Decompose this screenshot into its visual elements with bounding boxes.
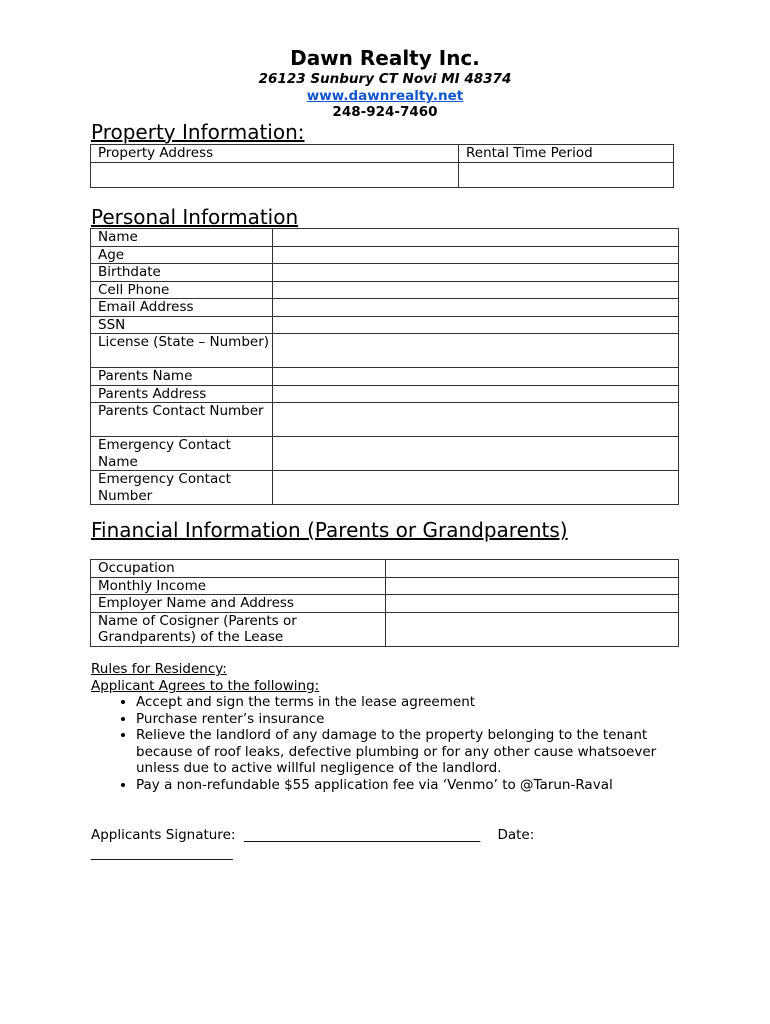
personal-field[interactable] bbox=[273, 316, 679, 334]
signature-row bbox=[91, 827, 534, 843]
personal-field[interactable] bbox=[273, 281, 679, 299]
financial-table bbox=[90, 559, 679, 647]
rule-item: • Relieve the landlord of any damage to the property belonging to the tenant because of roof leaks, defective plumbing or for any other cause whatsoever unless due to active willful negligence of the landlord. bbox=[136, 727, 696, 777]
personal-label: Parents Name bbox=[91, 368, 273, 386]
company-address: 26123 Sunbury CT Novi MI 48374 bbox=[258, 71, 512, 87]
rules-subheading: Applicant Agrees to the following: bbox=[91, 678, 320, 694]
property-table bbox=[90, 144, 674, 188]
financial-section-title: Financial Information (Parents or Grandparents) bbox=[91, 518, 568, 542]
personal-field[interactable] bbox=[273, 385, 679, 403]
rules-heading: Rules for Residency: bbox=[91, 661, 227, 677]
personal-label: Parents Address bbox=[91, 385, 273, 403]
rule-item: • Accept and sign the terms in the lease agreement bbox=[136, 694, 696, 711]
date-line[interactable]: _____________________ bbox=[91, 845, 233, 861]
financial-field[interactable] bbox=[386, 612, 679, 646]
rule-item: • Pay a non-refundable $55 application fee via ‘Venmo’ to @Tarun-Raval bbox=[136, 777, 696, 794]
personal-field[interactable] bbox=[273, 246, 679, 264]
personal-label: SSN bbox=[91, 316, 273, 334]
financial-label: Employer Name and Address bbox=[91, 595, 386, 613]
financial-label: Monthly Income bbox=[91, 577, 386, 595]
personal-label: Emergency Contact Number bbox=[91, 471, 273, 505]
financial-field[interactable] bbox=[386, 595, 679, 613]
property-section-title: Property Information: bbox=[91, 120, 305, 144]
financial-field[interactable] bbox=[386, 577, 679, 595]
personal-label: Age bbox=[91, 246, 273, 264]
financial-label: Name of Cosigner (Parents or Grandparents) of the Lease bbox=[91, 612, 386, 646]
signature-label: Applicants Signature: bbox=[91, 827, 236, 843]
personal-field[interactable] bbox=[273, 403, 679, 437]
property-address-field[interactable] bbox=[91, 162, 459, 187]
personal-field[interactable] bbox=[273, 229, 679, 247]
financial-field[interactable] bbox=[386, 560, 679, 578]
personal-label: Cell Phone bbox=[91, 281, 273, 299]
rental-period-label: Rental Time Period bbox=[459, 145, 674, 163]
signature-line[interactable]: ___________________________________ bbox=[244, 827, 481, 843]
rules-list bbox=[91, 694, 696, 793]
personal-label: License (State – Number) bbox=[91, 334, 273, 368]
personal-section-title: Personal Information bbox=[91, 205, 299, 229]
personal-field[interactable] bbox=[273, 471, 679, 505]
financial-label: Occupation bbox=[91, 560, 386, 578]
personal-label: Emergency Contact Name bbox=[91, 437, 273, 471]
rental-period-field[interactable] bbox=[459, 162, 674, 187]
personal-field[interactable] bbox=[273, 437, 679, 471]
date-label: Date: bbox=[497, 827, 535, 843]
personal-label: Email Address bbox=[91, 299, 273, 317]
rule-item: • Purchase renter’s insurance bbox=[136, 711, 696, 728]
personal-field[interactable] bbox=[273, 264, 679, 282]
personal-table bbox=[90, 228, 679, 505]
company-website-link[interactable]: www.dawnrealty.net bbox=[306, 88, 464, 104]
personal-field[interactable] bbox=[273, 299, 679, 317]
personal-label: Birthdate bbox=[91, 264, 273, 282]
personal-label: Name bbox=[91, 229, 273, 247]
property-address-label: Property Address bbox=[91, 145, 459, 163]
personal-field[interactable] bbox=[273, 368, 679, 386]
company-phone: 248-924-7460 bbox=[332, 104, 438, 120]
personal-label: Parents Contact Number bbox=[91, 403, 273, 437]
company-name: Dawn Realty Inc. bbox=[290, 46, 480, 70]
personal-field[interactable] bbox=[273, 334, 679, 368]
